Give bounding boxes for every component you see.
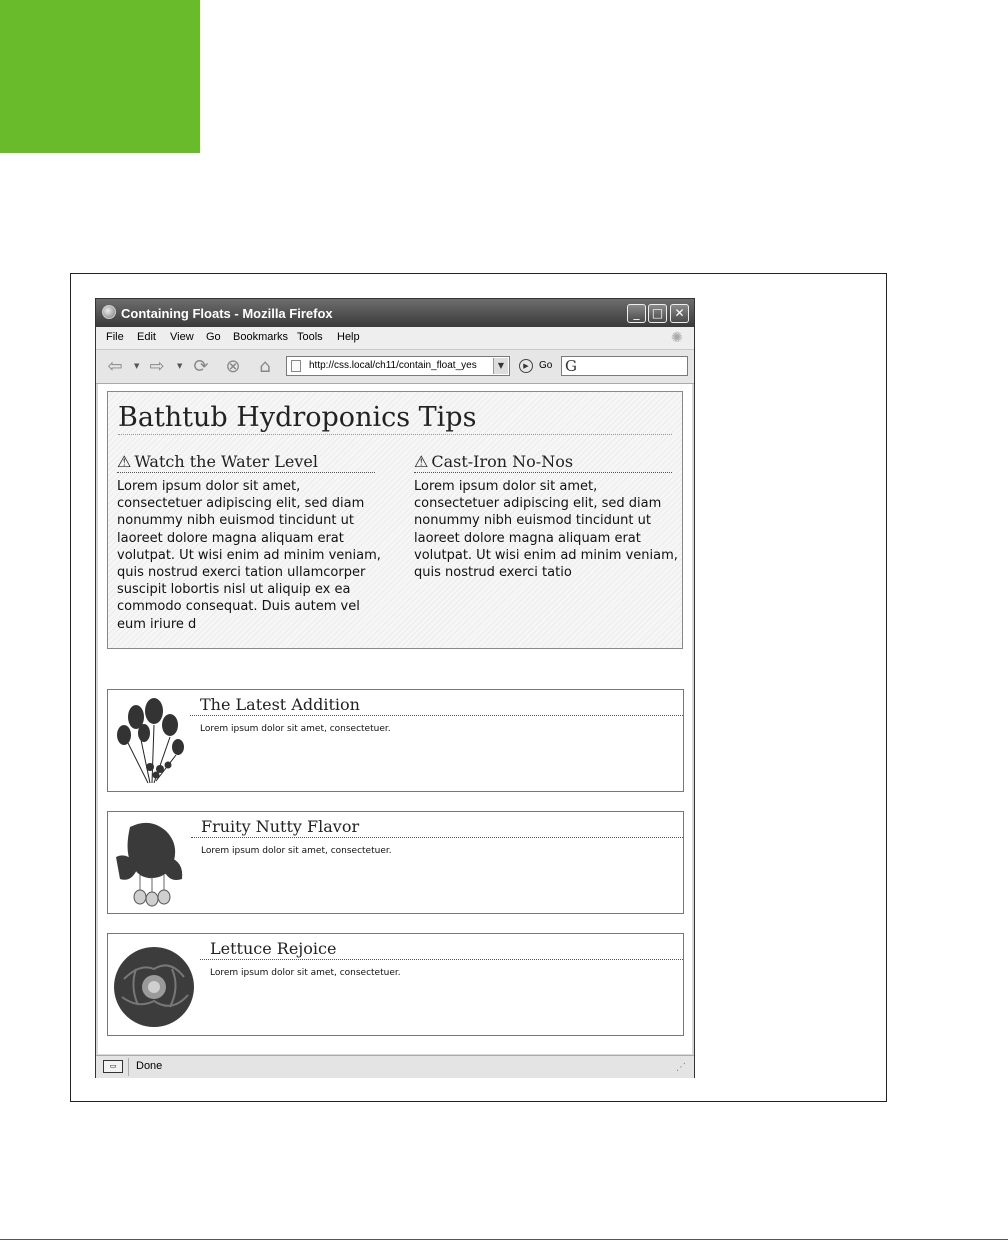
tip-column-left [117, 452, 385, 633]
tip-heading-text: Watch the Water Level [134, 452, 318, 471]
throbber-icon: ✺ [671, 330, 683, 346]
firefox-icon [102, 305, 116, 319]
warning-icon: ⚠ [117, 452, 132, 471]
status-bar [96, 1055, 694, 1078]
menu-tools[interactable]: Tools [297, 331, 323, 343]
reload-icon[interactable]: ⟳ [193, 356, 209, 377]
page-bottom-rule [0, 1239, 1008, 1240]
url-dropdown-icon[interactable]: ▼ [493, 358, 508, 374]
menu-edit[interactable]: Edit [137, 331, 156, 343]
tip-heading-text: Cast-Iron No-Nos [431, 452, 574, 471]
tip-body: Lorem ipsum dolor sit amet, consectetuer adipiscing elit, sed diam nonummy nibh euismod tincidunt ut laoreet dolore magna aliquam erat volutpat. Ut wisi enim ad minim veniam, quis nostrud exerci tatio [414, 479, 678, 581]
maximize-button[interactable]: □ [648, 304, 667, 323]
url-text[interactable]: http://css.local/ch11/contain_float_yes [309, 360, 477, 371]
page-icon [291, 360, 301, 372]
tip-column-right [414, 452, 682, 581]
status-divider [128, 1058, 129, 1076]
tip-body: Lorem ipsum dolor sit amet, consectetuer adipiscing elit, sed diam nonummy nibh euismod tincidunt ut laoreet dolore magna aliquam erat volutpat. Ut wisi enim ad minim veniam, quis nostrud exerci tation ullamcorper suscipit lobortis nisl ut aliquip ex ea commodo consequat. Duis autem vel eum iriure d [117, 479, 381, 632]
tip-heading [414, 452, 672, 473]
menu-bookmarks[interactable]: Bookmarks [233, 331, 289, 343]
firefox-window [95, 298, 695, 1078]
resize-grip-icon[interactable]: ⋰ [676, 1062, 686, 1073]
product-card [107, 689, 684, 792]
google-search-icon[interactable]: G [565, 357, 577, 375]
tips-box [107, 391, 683, 649]
forward-arrow-icon[interactable]: ⇨ [149, 356, 165, 377]
navigation-toolbar [96, 350, 694, 384]
window-title: Containing Floats - Mozilla Firefox [121, 306, 333, 321]
warning-icon: ⚠ [414, 452, 429, 471]
minimize-button[interactable]: _ [627, 304, 646, 323]
lettuce-head-image [110, 939, 200, 1031]
chapter-accent-block [0, 0, 200, 153]
search-box[interactable] [561, 356, 688, 376]
forward-dropdown-icon[interactable]: ▼ [177, 362, 183, 370]
menu-bar [96, 327, 694, 350]
beet-bunch-image [110, 817, 188, 909]
go-icon[interactable]: ▶ [519, 359, 533, 373]
card-text: Lorem ipsum dolor sit amet, consectetuer. [210, 968, 401, 978]
go-button-label[interactable]: Go [539, 360, 553, 371]
menu-view[interactable]: View [170, 331, 194, 343]
card-text: Lorem ipsum dolor sit amet, consectetuer. [201, 846, 392, 856]
url-bar[interactable] [286, 356, 510, 376]
card-heading: The Latest Addition [190, 695, 683, 716]
home-icon[interactable]: ⌂ [259, 356, 271, 377]
product-card [107, 933, 684, 1036]
card-heading: Fruity Nutty Flavor [191, 817, 683, 838]
product-card [107, 811, 684, 914]
stop-icon[interactable]: ⊗ [225, 356, 241, 377]
status-text: Done [136, 1060, 163, 1072]
page-viewport [98, 384, 692, 1054]
card-text: Lorem ipsum dolor sit amet, consectetuer. [200, 724, 391, 734]
status-page-icon: ▭ [103, 1060, 123, 1073]
back-dropdown-icon[interactable]: ▼ [134, 362, 140, 370]
tip-heading [117, 452, 375, 473]
page-title: Bathtub Hydroponics Tips [118, 402, 672, 435]
menu-go[interactable]: Go [206, 331, 221, 343]
menu-file[interactable]: File [106, 331, 124, 343]
radish-bunch-image [110, 695, 188, 787]
title-bar[interactable] [96, 299, 694, 327]
menu-help[interactable]: Help [337, 331, 360, 343]
close-button[interactable]: ✕ [670, 304, 689, 323]
back-arrow-icon[interactable]: ⇦ [107, 356, 123, 377]
card-heading: Lettuce Rejoice [200, 939, 683, 960]
